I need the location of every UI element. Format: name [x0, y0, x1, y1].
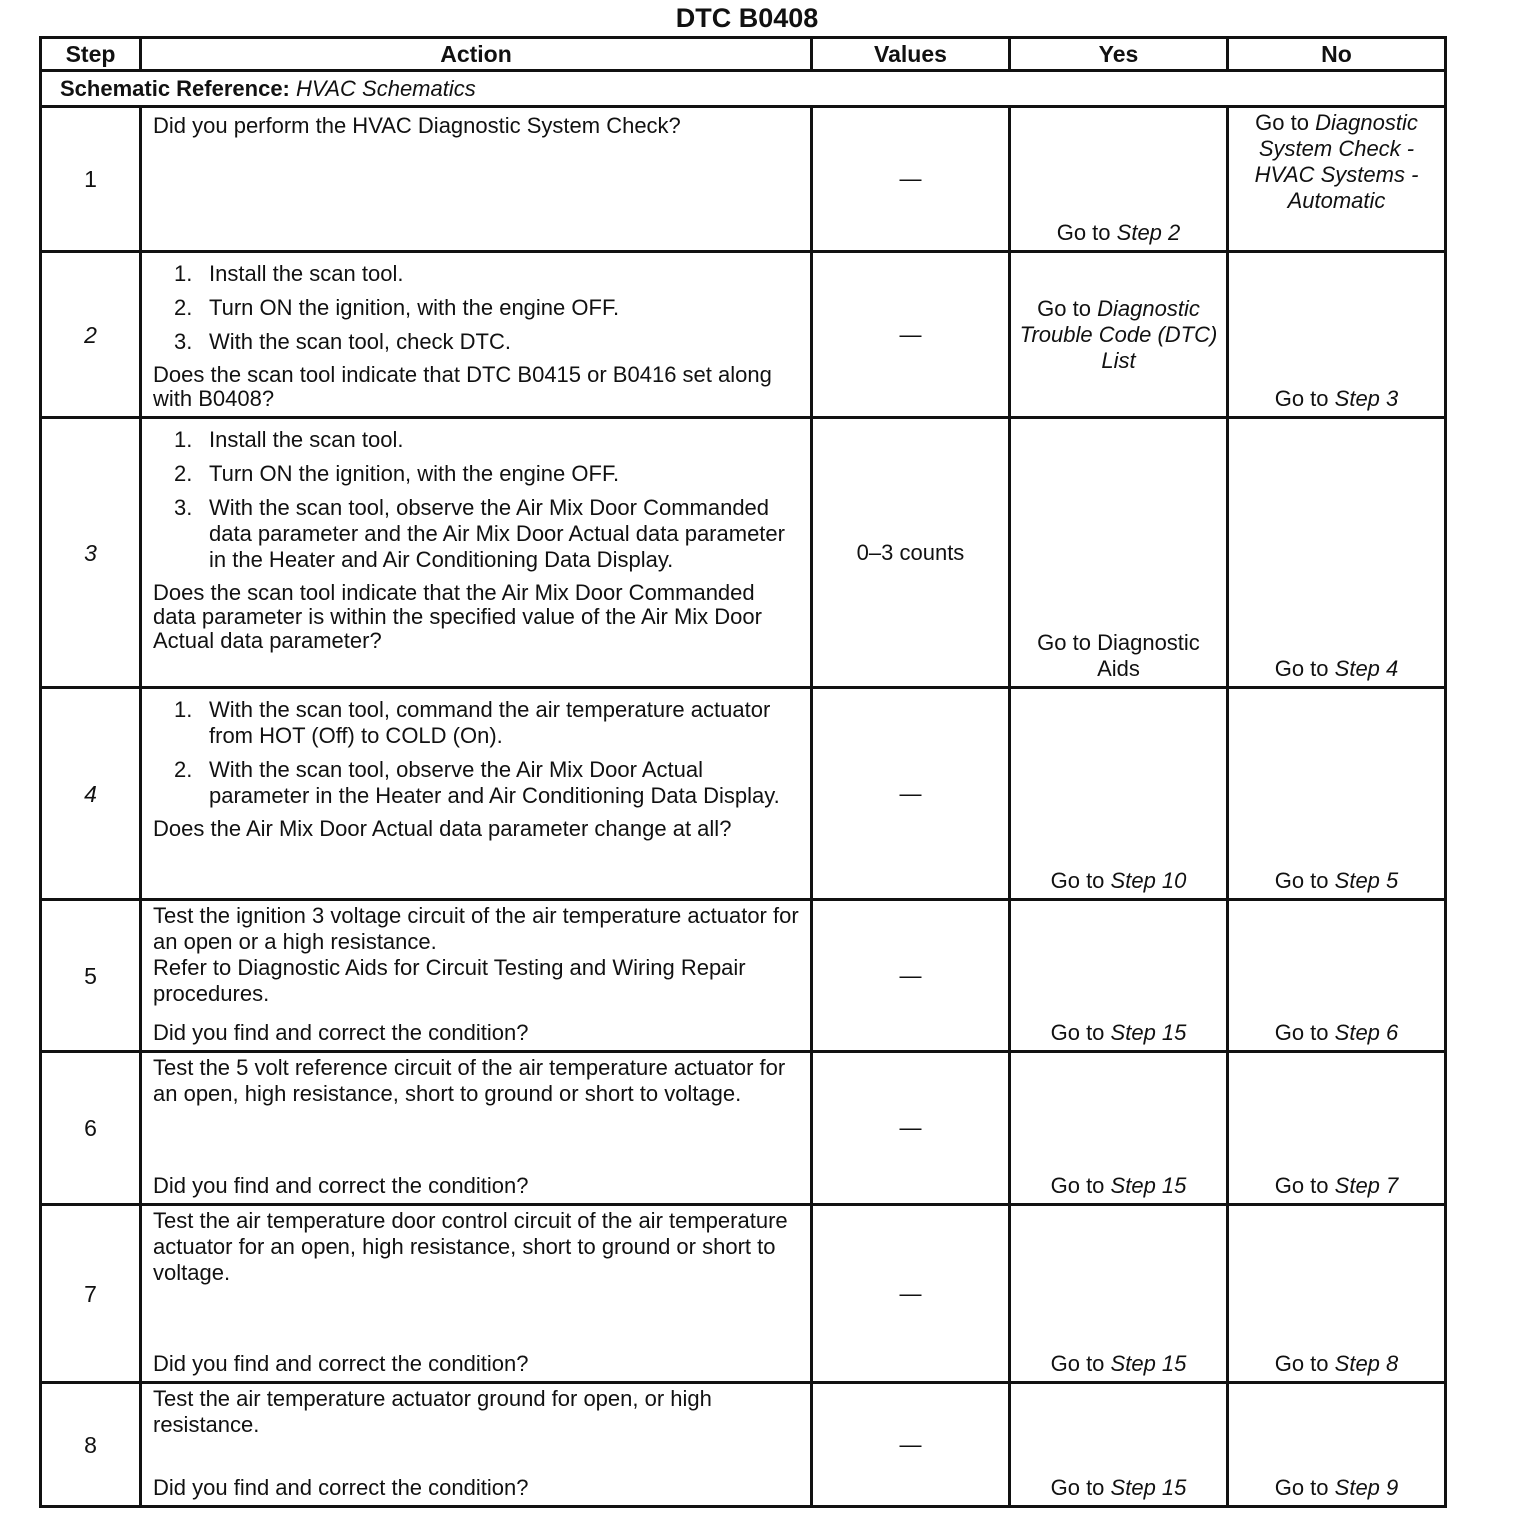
table-row — [41, 688, 1446, 900]
action-cell — [141, 688, 812, 900]
yes-cell — [1010, 418, 1228, 688]
no-cell — [1228, 688, 1446, 900]
yes-link[interactable]: Go to Diagnostic Trouble Code (DTC) List — [1019, 295, 1218, 373]
action-cell — [141, 1205, 812, 1383]
header-row — [41, 38, 1446, 71]
no-cell — [1228, 1205, 1446, 1383]
table-row — [41, 252, 1446, 418]
page-title: DTC B0408 — [675, 3, 819, 33]
yes-link[interactable]: Go to Step 10 — [1050, 868, 1187, 893]
table-row — [41, 900, 1446, 1052]
list-item: 3. With the scan tool, observe the Air Mix Door Commanded data parameter and the Air Mix Door Actual data parameter in the Heater and Air Conditioning Data Display. — [174, 495, 785, 572]
table-row — [41, 1205, 1446, 1383]
no-cell — [1228, 418, 1446, 688]
action-list — [153, 697, 802, 809]
yes-link[interactable]: Go to Step 2 — [1056, 220, 1181, 245]
action-text: Did you perform the HVAC Diagnostic System Check? — [153, 113, 681, 138]
no-link[interactable]: Go to Step 6 — [1274, 1020, 1399, 1045]
action-text: Test the air temperature actuator ground for open, or high resistance. — [153, 1386, 712, 1437]
value-cell: — — [812, 107, 1010, 252]
table-row — [41, 418, 1446, 688]
step-number: 5 — [41, 900, 141, 1052]
value-cell: — — [812, 1052, 1010, 1205]
action-question: Did you find and correct the condition? — [153, 1475, 529, 1500]
no-cell — [1228, 107, 1446, 252]
action-question: Did you find and correct the condition? — [153, 1351, 529, 1376]
action-question: Did you find and correct the condition? — [153, 1020, 529, 1045]
yes-cell — [1010, 1205, 1228, 1383]
list-item: 3. With the scan tool, check DTC. — [174, 329, 511, 354]
yes-link[interactable]: Go to Step 15 — [1050, 1475, 1187, 1500]
list-item: 2. Turn ON the ignition, with the engine OFF. — [174, 461, 620, 486]
list-item: 1. Install the scan tool. — [174, 427, 404, 452]
yes-link[interactable]: Go to Step 15 — [1050, 1351, 1187, 1376]
action-question: Does the Air Mix Door Actual data parameter change at all? — [153, 816, 732, 841]
schematic-reference — [41, 71, 1446, 107]
no-cell — [1228, 1383, 1446, 1507]
step-number: 7 — [41, 1205, 141, 1383]
no-cell — [1228, 900, 1446, 1052]
value-cell: — — [812, 688, 1010, 900]
step-number: 4 — [41, 688, 141, 900]
action-text: Test the ignition 3 voltage circuit of the air temperature actuator for an open or a high resistance. — [153, 903, 799, 954]
no-link[interactable]: Go to Step 5 — [1274, 868, 1399, 893]
diagnostic-table — [39, 36, 1447, 1508]
no-link[interactable]: Go to Step 7 — [1274, 1173, 1399, 1198]
yes-cell — [1010, 688, 1228, 900]
schematic-reference-row — [41, 71, 1446, 107]
list-item: 2. With the scan tool, observe the Air Mix Door Actual parameter in the Heater and Air Conditioning Data Display. — [174, 757, 780, 808]
step-number: 2 — [41, 252, 141, 418]
action-cell — [141, 1052, 812, 1205]
yes-cell — [1010, 1383, 1228, 1507]
header-no: No — [1228, 38, 1446, 71]
no-link[interactable]: Go to Step 4 — [1274, 656, 1399, 681]
step-number: 1 — [41, 107, 141, 252]
no-link[interactable]: Go to Step 3 — [1274, 386, 1399, 411]
action-cell — [141, 107, 812, 252]
header-action: Action — [141, 38, 812, 71]
action-text-2: Refer to Diagnostic Aids for Circuit Testing and Wiring Repair procedures. — [153, 955, 746, 1006]
action-cell — [141, 1383, 812, 1507]
action-question: Does the scan tool indicate that DTC B0415 or B0416 set along with B0408? — [153, 362, 772, 411]
table-row — [41, 107, 1446, 252]
list-item: 1. Install the scan tool. — [174, 261, 404, 286]
table-row — [41, 1052, 1446, 1205]
step-number: 8 — [41, 1383, 141, 1507]
action-list — [153, 261, 802, 355]
action-question: Did you find and correct the condition? — [153, 1173, 529, 1198]
action-cell — [141, 418, 812, 688]
action-text: Test the air temperature door control circuit of the air temperature actuator for an open, high resistance, short to ground or short to voltage. — [153, 1208, 788, 1285]
action-cell — [141, 252, 812, 418]
action-cell — [141, 900, 812, 1052]
table-row — [41, 1383, 1446, 1507]
yes-link[interactable]: Go to Step 15 — [1050, 1173, 1187, 1198]
yes-link[interactable]: Go to Diagnostic Aids — [1037, 630, 1200, 681]
value-cell: — — [812, 252, 1010, 418]
schematic-link[interactable]: HVAC Schematics — [296, 75, 476, 101]
yes-link[interactable]: Go to Step 15 — [1050, 1020, 1187, 1045]
schematic-label: Schematic Reference: — [60, 75, 290, 101]
no-link[interactable]: Go to Diagnostic System Check - HVAC Systems - Automatic — [1254, 110, 1419, 213]
no-cell — [1228, 1052, 1446, 1205]
value-cell: 0–3 counts — [812, 418, 1010, 688]
list-item: 1. With the scan tool, command the air temperature actuator from HOT (Off) to COLD (On). — [174, 697, 771, 748]
yes-cell — [1010, 900, 1228, 1052]
step-number: 3 — [41, 418, 141, 688]
step-number: 6 — [41, 1052, 141, 1205]
header-step: Step — [41, 38, 141, 71]
action-text: Test the 5 volt reference circuit of the air temperature actuator for an open, high resistance, short to ground or short to voltage. — [153, 1055, 786, 1106]
list-item: 2. Turn ON the ignition, with the engine OFF. — [174, 295, 620, 320]
value-cell: — — [812, 900, 1010, 1052]
action-question: Does the scan tool indicate that the Air Mix Door Commanded data parameter is within the specified value of the Air Mix Door Actual data parameter? — [153, 580, 762, 653]
no-link[interactable]: Go to Step 8 — [1274, 1351, 1399, 1376]
header-yes: Yes — [1010, 38, 1228, 71]
action-list — [153, 427, 802, 573]
no-cell — [1228, 252, 1446, 418]
header-values: Values — [812, 38, 1010, 71]
yes-cell — [1010, 107, 1228, 252]
yes-cell — [1010, 252, 1228, 418]
yes-cell — [1010, 1052, 1228, 1205]
value-cell: — — [812, 1383, 1010, 1507]
no-link[interactable]: Go to Step 9 — [1274, 1475, 1399, 1500]
value-cell: — — [812, 1205, 1010, 1383]
